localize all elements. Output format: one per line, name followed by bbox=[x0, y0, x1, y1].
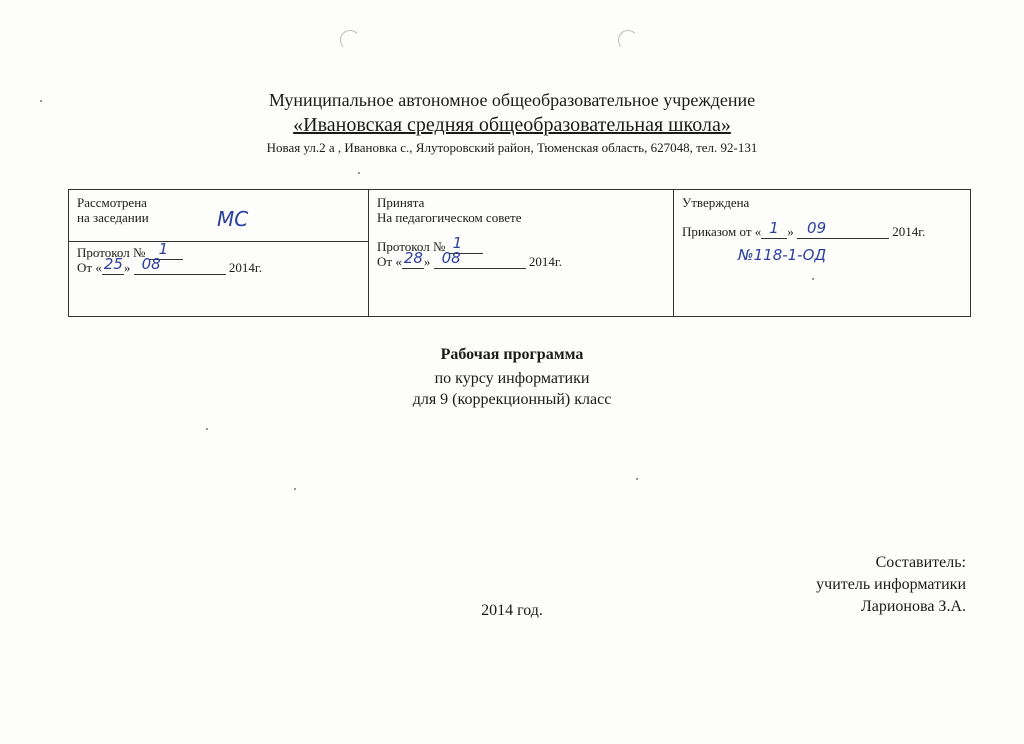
pedagogical-council-label: На педагогическом совете bbox=[377, 210, 522, 225]
date-line: От « 25 » 08 2014г. bbox=[77, 255, 262, 275]
author-label: Составитель: bbox=[875, 554, 966, 571]
scan-speck bbox=[358, 172, 360, 174]
reviewed-label: Рассмотрена bbox=[77, 195, 147, 210]
scan-speck bbox=[206, 428, 208, 430]
date-line: От « 28 » 08 2014г. bbox=[377, 249, 562, 269]
accepted-label: Принята bbox=[377, 195, 425, 210]
reviewed-meeting-label: на заседании bbox=[77, 210, 149, 225]
approved-column bbox=[674, 190, 970, 316]
author-name: Ларионова З.А. bbox=[860, 598, 966, 615]
program-subject: по курсу информатики bbox=[434, 370, 590, 387]
order-line: Приказом от « 1 » 09 2014г. bbox=[682, 219, 926, 239]
protocol-line: Протокол № 1 bbox=[77, 245, 360, 260]
order-number: №118-1-ОД bbox=[738, 246, 827, 264]
document-year: 2014 год. bbox=[481, 602, 543, 619]
scan-speck bbox=[40, 100, 42, 102]
protocol-number: 1 bbox=[158, 240, 169, 258]
scan-speck bbox=[294, 488, 296, 490]
organization-name: Муниципальное автономное общеобразовательное учреждение bbox=[268, 90, 756, 110]
protocol-line: Протокол № 1 bbox=[377, 239, 665, 254]
approved-label: Утверждена bbox=[682, 195, 750, 210]
program-title: Рабочая программа bbox=[440, 346, 584, 363]
approval-table bbox=[68, 189, 971, 317]
school-name: «Ивановская средняя общеобразовательная школа» bbox=[293, 114, 731, 136]
school-address: Новая ул.2 а , Ивановка с., Ялуторовский район, Тюменская область, 627048, тел. 92-131 bbox=[266, 140, 758, 155]
program-grade: для 9 (коррекционный) класс bbox=[412, 391, 612, 408]
author-position: учитель информатики bbox=[816, 576, 966, 593]
handwritten-signature: МС bbox=[217, 207, 249, 231]
protocol-number: 1 bbox=[452, 234, 463, 252]
reviewed-column bbox=[69, 190, 369, 316]
accepted-column bbox=[369, 190, 674, 316]
scan-speck bbox=[636, 478, 638, 480]
punch-hole-mark bbox=[618, 30, 638, 50]
punch-hole-mark bbox=[340, 30, 360, 50]
scan-speck bbox=[812, 278, 814, 280]
